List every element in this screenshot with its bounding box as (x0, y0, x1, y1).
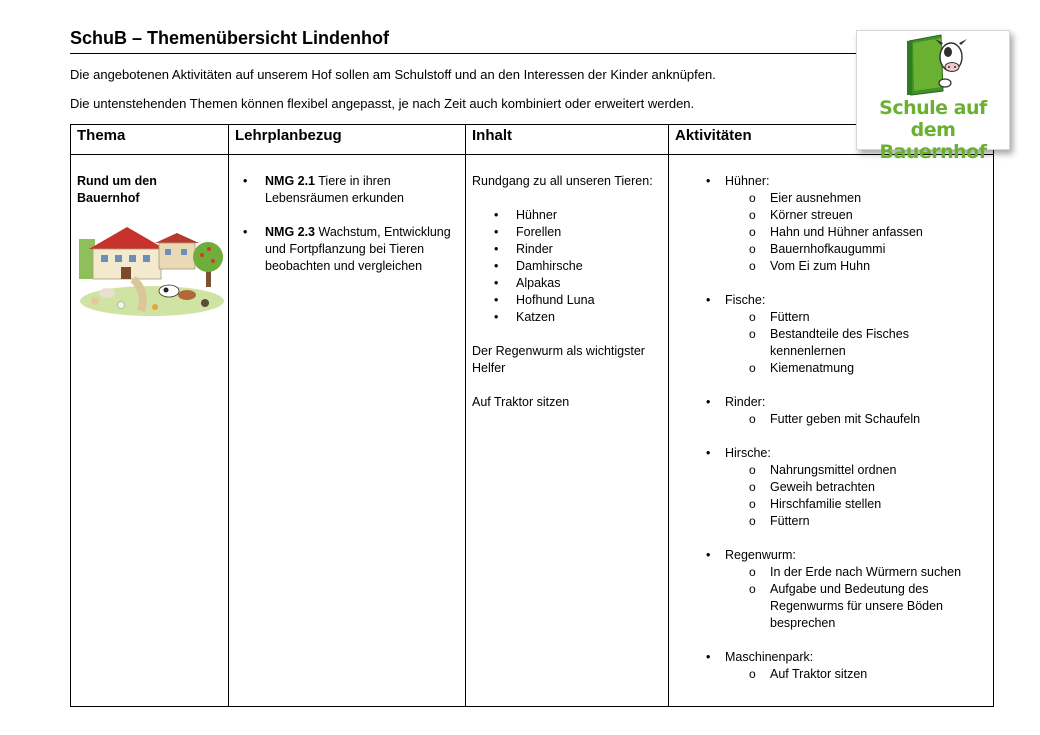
list-item: o Füttern (725, 513, 987, 530)
activity-sublist (725, 462, 987, 530)
list-item: • Damhirsche (472, 258, 662, 275)
list-item: • Hofhund Luna (472, 292, 662, 309)
activity-sublist (725, 564, 987, 632)
farm-illustration (77, 221, 227, 317)
logo (856, 30, 1010, 163)
list-item: o Bauernhofkaugummi (725, 241, 987, 258)
list-item: o Geweih betrachten (725, 479, 987, 496)
lehrplan-list (235, 173, 459, 275)
list-item: o In der Erde nach Würmern suchen (725, 564, 987, 581)
list-item: o Hahn und Hühner anfassen (725, 224, 987, 241)
book-cow-icon (857, 31, 1009, 97)
inhalt-regenwurm: Der Regenwurm als wichtigster Helfer (472, 344, 645, 375)
list-item: o Nahrungsmittel ordnen (725, 462, 987, 479)
list-item: • Forellen (472, 224, 662, 241)
list-item: • Alpakas (472, 275, 662, 292)
activity-group-hirsche (675, 445, 987, 530)
activity-group-title: Hirsche: (725, 446, 771, 460)
activity-group-title: Regenwurm: (725, 548, 796, 562)
list-item: o Auf Traktor sitzen (725, 666, 987, 683)
lehrplan-code: NMG 2.1 (265, 174, 316, 188)
lehrplan-text: Tiere in ihren Lebensräumen erkunden (265, 174, 404, 205)
activity-group-title: Hühner: (725, 174, 770, 188)
list-item: • Katzen (472, 309, 662, 326)
page-title: SchuB – Themenübersicht Lindenhof (70, 28, 390, 48)
logo-text-line1: Schule auf (879, 97, 987, 119)
list-item: • Hühner (472, 207, 662, 224)
list-item: o Bestandteile des Fisches kennenlernen (725, 326, 987, 360)
inhalt-intro: Rundgang zu all unseren Tieren: (472, 174, 653, 188)
header-thema: Thema (71, 125, 229, 155)
title-underline (70, 53, 860, 54)
activity-group-title: Rinder: (725, 395, 766, 409)
activity-group-title: Maschinenpark: (725, 650, 814, 664)
lehrplan-text: Wachstum, Entwicklung und Fortpflanzung bei Tieren beobachten und vergleichen (265, 225, 451, 273)
list-item (235, 173, 459, 207)
list-item: o Kiemenatmung (725, 360, 987, 377)
inhalt-traktor: Auf Traktor sitzen (472, 395, 570, 409)
list-item: o Vom Ei zum Huhn (725, 258, 987, 275)
list-item: o Aufgabe und Bedeutung des Regenwurms für unsere Böden besprechen (725, 581, 987, 632)
list-item: o Hirschfamilie stellen (725, 496, 987, 513)
intro-text-1: Die angebotenen Aktivitäten auf unserem Hof sollen am Schulstoff und an den Interessen der Kinder anknüpfen. (70, 67, 716, 82)
activity-group-huehner (675, 173, 987, 275)
header-lehrplanbezug: Lehrplanbezug (229, 125, 466, 155)
animal-list (472, 207, 662, 326)
activity-group-regenwurm (675, 547, 987, 632)
activity-sublist (725, 666, 987, 683)
activity-list (675, 173, 987, 683)
table-row (71, 155, 994, 707)
list-item (235, 224, 459, 275)
cell-lehrplanbezug (229, 155, 466, 707)
activity-sublist (725, 309, 987, 377)
header-inhalt: Inhalt (466, 125, 669, 155)
header-aktivitaeten: Aktivitäten (669, 125, 994, 155)
lehrplan-code: NMG 2.3 (265, 225, 316, 239)
topics-table (70, 124, 994, 707)
activity-group-maschinenpark (675, 649, 987, 683)
list-item: o Körner streuen (725, 207, 987, 224)
cell-thema (71, 155, 229, 707)
list-item: o Futter geben mit Schaufeln (725, 411, 987, 428)
list-item: o Eier ausnehmen (725, 190, 987, 207)
intro-text-2: Die untenstehenden Themen können flexibel angepasst, je nach Zeit auch kombiniert oder erweitert werden. (70, 96, 695, 111)
activity-group-rinder (675, 394, 987, 428)
logo-text-line2: dem Bauernhof (879, 119, 987, 163)
list-item: o Füttern (725, 309, 987, 326)
cell-inhalt (466, 155, 669, 707)
cell-aktivitaeten (669, 155, 994, 707)
thema-label: Rund um den Bauernhof (77, 174, 157, 205)
activity-sublist (725, 190, 987, 275)
list-item: • Rinder (472, 241, 662, 258)
activity-sublist (725, 411, 987, 428)
activity-group-title: Fische: (725, 293, 766, 307)
activity-group-fische (675, 292, 987, 377)
